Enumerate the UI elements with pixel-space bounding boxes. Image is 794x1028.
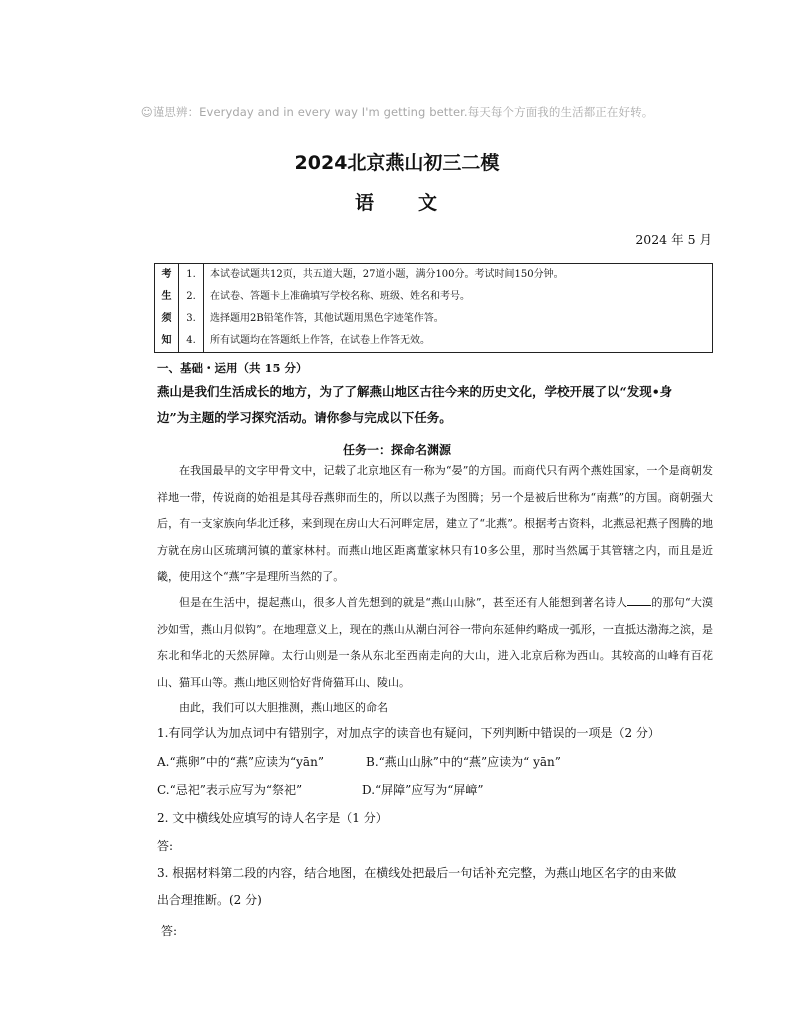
question-3: 3. 根据材料第二段的内容，结合地图，在横线处把最后一句话补充完整，为燕山地区名字的由来做 <box>157 866 677 880</box>
notice-label <box>155 264 179 353</box>
answer-label: 答: <box>157 839 174 853</box>
watermark: ☺谨思辨：Everyday and in every way I'm getting better.每天每个方面我的生活都正在好转。 <box>140 105 654 119</box>
passage-paragraph <box>157 590 713 696</box>
notice-item-number: 3. <box>179 308 204 330</box>
answer-label: 答: <box>161 924 178 938</box>
passage-paragraph: 在我国最早的文字甲骨文中，记载了北京地区有一称为“晏”的方国。而商代只有两个燕姓国家，一个是商朝发祥地一带，传说商的始祖是其母吞燕卵而生的，所以以燕子为图腾；另一个是被后世称为“南燕”的方国。商朝强大后，有一支家族向华北迁移，来到现在房山大石河畔定居，建立了“北燕”。根据考古资料，北燕忌祀燕子图腾的地方就在房山区琉璃河镇的董家林村。而燕山地区距离董家林只有10多公里，那时当然属于其管辖之内，而且是近畿，使用这个“燕”字是理所当然的了。 <box>157 464 713 583</box>
question-3-cont: 出合理推断。(2 分) <box>157 893 262 907</box>
notice-item-text: 在试卷、答题卡上准确填写学校名称、班级、姓名和考号。 <box>210 291 470 302</box>
notice-label-char: 须 <box>161 313 172 324</box>
notice-label-char: 生 <box>161 291 172 302</box>
notice-item <box>179 308 712 330</box>
option-b: B.“燕山山脉”中的“燕”应读为“ yān” <box>366 755 561 769</box>
question-2: 2. 文中横线处应填写的诗人名字是（1 分） <box>157 811 388 825</box>
notice-item <box>179 330 712 352</box>
notice-item-text: 本试卷试题共12页，共五道大题，27道小题，满分100分。考试时间150分钟。 <box>210 269 564 280</box>
task-heading: 任务一：探命名渊源 <box>342 443 451 457</box>
passage-paragraph: 由此，我们可以大胆推测，燕山地区的命名 <box>179 701 388 714</box>
notice-item-number: 1. <box>179 264 204 286</box>
notice-item <box>179 264 712 286</box>
option-c: C.“忌祀”表示应写为“祭祀” <box>157 783 303 797</box>
notice-item-text: 选择题用2B铅笔作答，其他试题用黑色字迹笔作答。 <box>210 313 444 324</box>
notice-item-number: 2. <box>179 286 204 308</box>
passage-text: 但是在生活中，提起燕山，很多人首先想到的就是“燕山山脉”，甚至还有人能想到著名诗人 <box>179 596 628 609</box>
notice-label-char: 考 <box>161 269 172 280</box>
subject-heading: 语 文 <box>354 192 439 214</box>
question-1: 1.有同学认为加点词中有错别字，对加点字的读音也有疑问，下列判断中错误的一项是（2 分） <box>157 726 660 740</box>
notice-item-text: 所有试题均在答题纸上作答，在试卷上作答无效。 <box>210 335 430 346</box>
intro-line: 燕山是我们生活成长的地方，为了了解燕山地区古往今来的历史文化，学校开展了以“发现•身 <box>157 384 673 399</box>
passage-text: 的那句“大漠沙如雪，燕山月似钩”。在地理意义上，现在的燕山从潮白河谷一带向东延伸约略成一弧形，一直抵达渤海之滨，是东北和华北的天然屏障。太行山则是一条从东北至西南走向的大山，进入北京后称为西山。其较高的山峰有百花山、猫耳山等。燕山地区则恰好背倚猫耳山、陵山。 <box>157 596 714 689</box>
intro-line: 边”为主题的学习探究活动。请你参与完成以下任务。 <box>157 410 452 425</box>
notice-table <box>154 263 713 353</box>
notice-items <box>179 264 713 353</box>
notice-label-char: 知 <box>161 335 172 346</box>
notice-item-number: 4. <box>179 330 204 352</box>
notice-item <box>179 286 712 308</box>
exam-title: 2024北京燕山初三二模 <box>294 152 500 174</box>
exam-date: 2024 年 5 月 <box>635 232 712 247</box>
fill-in-blank <box>627 595 651 606</box>
option-a: A.“燕卵”中的“燕”应读为“yān” <box>157 755 324 769</box>
option-d: D.“屏障”应写为“屏嶂” <box>362 783 484 797</box>
section-heading: 一、基础・运用（共 15 分） <box>157 361 308 375</box>
